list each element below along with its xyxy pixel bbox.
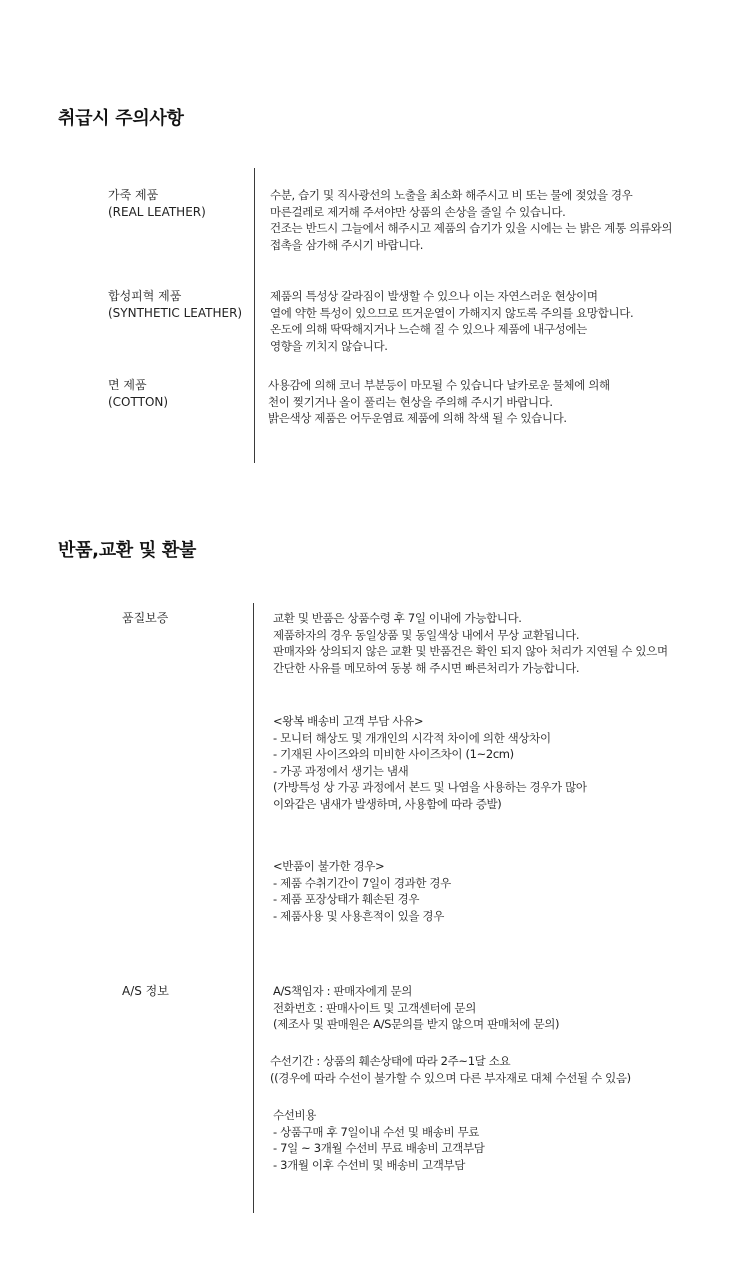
care-text-line: 천이 찢기거나 올이 풀리는 현상을 주의해 주시기 바랍니다. xyxy=(268,394,553,409)
care-item-cotton-name xyxy=(108,377,168,410)
care-item-leather-name xyxy=(108,187,206,220)
policy-line: - 제품 포장상태가 훼손된 경우 xyxy=(273,892,420,906)
as-info-label: A/S 정보 xyxy=(122,984,169,998)
policy-line: - 기재된 사이즈와의 미비한 사이즈차이 (1~2cm) xyxy=(273,747,514,761)
as-line: 수선비용 xyxy=(273,1108,317,1122)
care-text-line: 제품의 특성상 갈라짐이 발생할 수 있으나 이는 자연스러운 현상이며 xyxy=(270,289,598,303)
as-line: 수선기간 : 상품의 훼손상태에 따라 2주~1달 소요 xyxy=(270,1054,511,1068)
care-text-line: 사용감에 의해 코너 부분등이 마모될 수 있습니다 날카로운 물체에 의해 xyxy=(268,378,610,392)
as-line: - 상품구매 후 7일이내 수선 및 배송비 무료 xyxy=(273,1124,480,1139)
care-section-title: 취급시 주의사항 xyxy=(58,108,184,129)
policy-line: 이와같은 냄새가 발생하며, 사용함에 따라 증발) xyxy=(273,796,502,811)
policy-line: 판매자와 상의되지 않은 교환 및 반품건은 확인 되지 않아 처리가 지연될 수 있으며 xyxy=(273,644,668,658)
as-line: 전화번호 : 판매사이트 및 고객센터에 문의 xyxy=(273,1000,476,1015)
care-item-name-en: (SYNTHETIC LEATHER) xyxy=(108,305,243,320)
care-text-line: 마른걸레로 제거해 주셔야만 상품의 손상을 줄일 수 있습니다. xyxy=(270,204,566,219)
policy-line: - 제품 수취기간이 7일이 경과한 경우 xyxy=(273,875,451,890)
policy-line: - 제품사용 및 사용흔적이 있을 경우 xyxy=(273,908,444,923)
care-item-name-en: (COTTON) xyxy=(108,394,169,409)
as-line: (제조사 및 판매원은 A/S문의를 받지 않으며 판매처에 문의) xyxy=(273,1017,560,1031)
care-text-line: 접촉을 삼가해 주시기 바랍니다. xyxy=(270,237,424,252)
care-item-name: 가죽 제품 xyxy=(108,188,159,202)
quality-label: 품질보증 xyxy=(122,611,169,625)
care-text-line: 밝은색상 제품은 어두운염료 제품에 의해 착색 될 수 있습니다. xyxy=(268,411,567,425)
as-line: A/S책임자 : 판매자에게 문의 xyxy=(273,984,413,998)
care-item-name: 합성피혁 제품 xyxy=(108,289,182,303)
returns-divider-line xyxy=(253,603,254,1213)
care-text-line: 온도에 의해 딱딱해지거나 느슨해 질 수 있으나 제품에 내구성에는 xyxy=(270,322,587,336)
as-contact-text xyxy=(273,983,559,1033)
care-item-synthetic-name xyxy=(108,288,242,321)
policy-line: 제품하자의 경우 동일상품 및 동일색상 내에서 무상 교환됩니다. xyxy=(273,627,580,642)
care-item-cotton-text xyxy=(268,377,610,427)
care-divider-line xyxy=(254,168,255,463)
as-line: - 7일 ~ 3개월 수선비 무료 배송비 고객부담 xyxy=(273,1141,485,1155)
policy-line: - 가공 과정에서 생기는 냄새 xyxy=(273,763,409,778)
care-item-synthetic-text xyxy=(270,288,633,354)
policy-line: <반품이 불가한 경우> xyxy=(273,859,385,873)
care-text-line: 건조는 반드시 그늘에서 해주시고 제품의 습기가 있을 시에는 는 밝은 계통 의류와의 xyxy=(270,221,673,235)
shipping-fee-reasons xyxy=(273,713,587,812)
care-item-name: 면 제품 xyxy=(108,378,147,392)
as-repair-period-text xyxy=(270,1053,631,1086)
policy-line: 간단한 사유를 메모하여 동봉 해 주시면 빠른처리가 가능합니다. xyxy=(273,660,580,675)
as-line: - 3개월 이후 수선비 및 배송비 고객부담 xyxy=(273,1157,465,1172)
quality-policy-text xyxy=(273,610,668,676)
care-item-leather-text xyxy=(270,187,672,253)
as-line: ((경우에 따라 수선이 불가할 수 있으며 다른 부자재로 대체 수선될 수 있음) xyxy=(270,1070,631,1085)
policy-line: <왕복 배송비 고객 부담 사유> xyxy=(273,714,424,728)
as-repair-cost-text xyxy=(273,1107,485,1173)
care-text-line: 열에 약한 특성이 있으므로 뜨거운열이 가해지지 않도록 주의를 요망합니다. xyxy=(270,305,634,320)
care-text-line: 영향을 끼치지 않습니다. xyxy=(270,338,388,353)
policy-line: 교환 및 반품은 상품수령 후 7일 이내에 가능합니다. xyxy=(273,611,522,625)
policy-line: (가방특성 상 가공 과정에서 본드 및 나염을 사용하는 경우가 많아 xyxy=(273,780,587,794)
care-item-name-en: (REAL LEATHER) xyxy=(108,204,206,219)
returns-section-title: 반품,교환 및 환불 xyxy=(58,540,197,561)
non-returnable-cases xyxy=(273,858,451,924)
policy-line: - 모니터 해상도 및 개개인의 시각적 차이에 의한 색상차이 xyxy=(273,730,551,745)
care-text-line: 수분, 습기 및 직사광선의 노출을 최소화 해주시고 비 또는 물에 젖었을 경우 xyxy=(270,188,633,202)
